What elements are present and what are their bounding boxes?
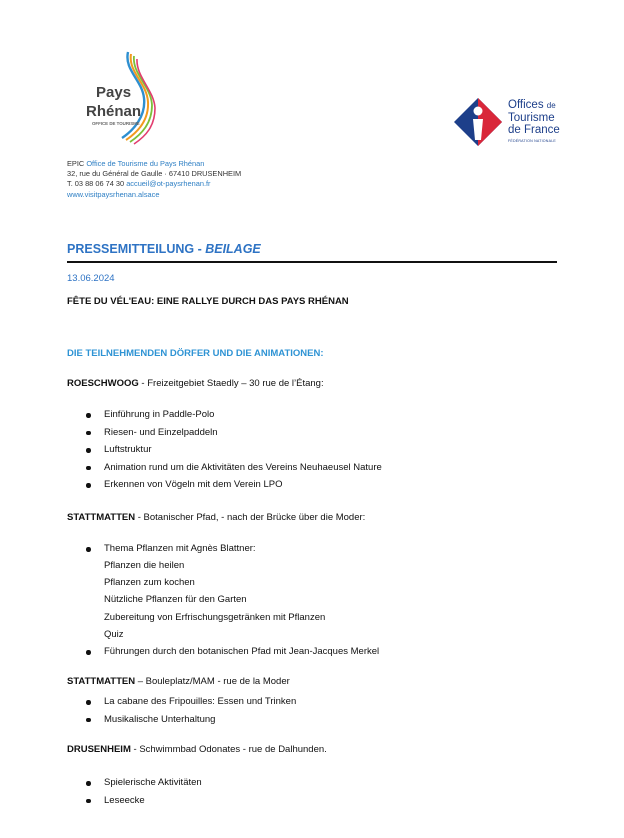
contact-phone: T. 03 88 06 74 30 bbox=[67, 179, 125, 189]
svg-text:Rhénan: Rhénan bbox=[86, 103, 142, 120]
website-link[interactable]: www.visitpaysrhenan.alsace bbox=[67, 189, 160, 199]
list-item: Spielerische Aktivitäten bbox=[86, 774, 202, 792]
section-stattmatten-boule-heading: STATTMATTEN – Bouleplatz/MAM - rue de la Moder bbox=[67, 676, 290, 687]
section-stattmatten-pfad-list-2 bbox=[86, 643, 379, 661]
section-roeschwoog-list bbox=[86, 406, 382, 494]
svg-text:Pays: Pays bbox=[96, 84, 132, 101]
section-drusenheim-heading: DRUSENHEIM - Schwimmbad Odonates - rue de Dalhunden. bbox=[67, 744, 327, 755]
list-item: Leseecke bbox=[86, 792, 202, 810]
list-item: Luftstruktur bbox=[86, 441, 382, 459]
svg-text:OFFICE DE TOURISME: OFFICE DE TOURISME bbox=[92, 121, 140, 126]
list-item: Musikalische Unterhaltung bbox=[86, 711, 296, 729]
contact-address: 32, rue du Général de Gaulle · 67410 DRUSENHEIM bbox=[67, 169, 242, 179]
section-stattmatten-boule-list bbox=[86, 693, 296, 728]
sub-item: Nützliche Pflanzen für den Garten bbox=[104, 594, 247, 606]
list-item: Thema Pflanzen mit Agnès Blattner: bbox=[86, 540, 256, 558]
plant-topics-sublist bbox=[104, 557, 325, 643]
list-item: Riesen- und Einzelpaddeln bbox=[86, 424, 382, 442]
list-item: Führungen durch den botanischen Pfad mit Jean-Jacques Merkel bbox=[86, 643, 379, 661]
office-name-link[interactable]: Office de Tourisme du Pays Rhénan bbox=[86, 159, 205, 168]
section-stattmatten-pfad-list bbox=[86, 540, 256, 558]
section-stattmatten-pfad-heading: STATTMATTEN - Botanischer Pfad, - nach der Brücke über die Moder: bbox=[67, 512, 366, 523]
list-item: Einführung in Paddle-Polo bbox=[86, 406, 382, 424]
list-item: La cabane des Fripouilles: Essen und Trinken bbox=[86, 693, 296, 711]
section-subheading: DIE TEILNEHMENDEN DÖRFER UND DIE ANIMATIONEN: bbox=[67, 348, 324, 359]
sub-item: Zubereitung von Erfrischungsgetränken mit Pflanzen bbox=[104, 611, 326, 623]
document-date: 13.06.2024 bbox=[67, 273, 115, 284]
section-drusenheim-list bbox=[86, 774, 202, 809]
list-item: Erkennen von Vögeln mit dem Verein LPO bbox=[86, 476, 382, 494]
heading-divider bbox=[67, 261, 557, 263]
contact-block: EPIC Office de Tourisme du Pays Rhénan 32, rue du Général de Gaulle · 67410 DRUSENHEIM T. 03 88 06 74 30 accueil@ot-paysrhenan.fr www.visitpaysrhenan.alsace bbox=[67, 159, 242, 199]
sub-item: Pflanzen zum kochen bbox=[104, 577, 195, 589]
offices-de-tourisme-logo: Offices de Tourisme de France FÉDÉRATION NATIONALE bbox=[452, 96, 580, 152]
contact-email-link[interactable]: accueil@ot-paysrhenan.fr bbox=[126, 179, 211, 189]
pays-rhenan-swoosh-icon bbox=[84, 50, 160, 148]
pays-rhenan-logo bbox=[84, 50, 160, 148]
sub-item: Quiz bbox=[104, 628, 124, 640]
offices-de-tourisme-emblem-icon bbox=[452, 96, 504, 148]
section-roeschwoog-heading: ROESCHWOOG - Freizeitgebiet Staedly – 30 rue de l’Étang: bbox=[67, 378, 324, 389]
document-title: FÊTE DU VÉL'EAU: EINE RALLYE DURCH DAS PAYS RHÉNAN bbox=[67, 296, 349, 307]
sub-item: Pflanzen die heilen bbox=[104, 560, 185, 571]
list-item: Animation rund um die Aktivitäten des Vereins Neuhaeusel Nature bbox=[86, 459, 382, 477]
page-title: PRESSEMITTEILUNG - BEILAGE bbox=[67, 242, 261, 256]
